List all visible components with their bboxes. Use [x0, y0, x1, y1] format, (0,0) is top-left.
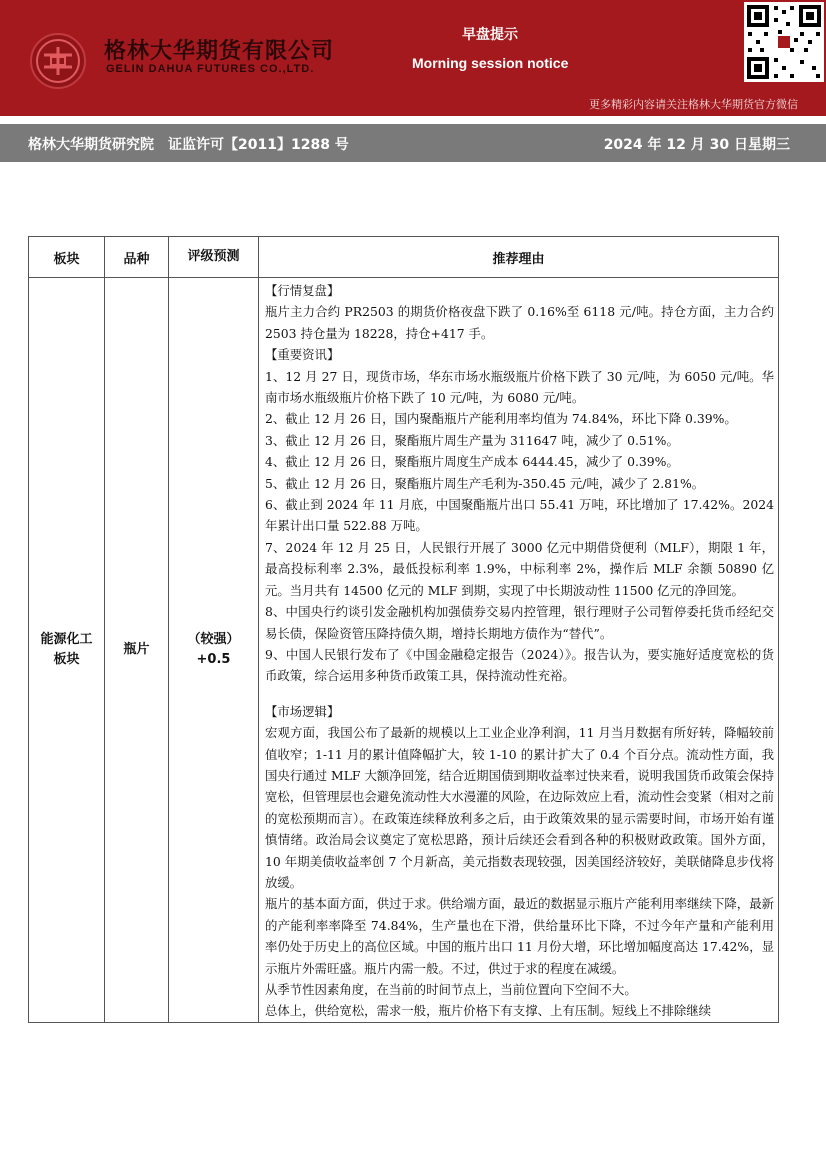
- section-heading: 【重要资讯】: [265, 347, 340, 363]
- reason-paragraph: 宏观方面，我国公布了最新的规模以上工业企业净利润，11 月当月数据有所好转，降幅较前值收窄；1-11 月的累计值降幅扩大，较 1-10 的累计扩大了 0.4 个百分点。流动性方面，我国央行通过 MLF 大额净回笼，结合近期国债到期收益率过快来看，说明我国货币政策会保持宽松，但管理层也会避免流动性大水漫灌的风险，在边际效应上看，流动性会变紧（相对之前的宽松预期而言）。在政策连续释放利多之后，由于政策效果的显示需要时间，市场开始有谨慎情绪。政治局会议奠定了宽松思路，预计后续还会看到各种的积极财政政策。国外方面，10 年期美债收益率创 7 个月新高，美元指数表现较强，因美国经济较好，美联储降息步伐将放缓。: [265, 725, 774, 890]
- reason-paragraph: 5、截止 12 月 26 日，聚酯瓶片周生产毛利为-350.45 元/吨，减少了 2.81%。: [265, 475, 705, 491]
- sector-name: 能源化工板块: [40, 631, 93, 667]
- rating-score: +0.5: [196, 651, 231, 667]
- reason-paragraph: 2、截止 12 月 26 日，国内聚酯瓶片产能利用率均值为 74.84%，环比下降 0.39%。: [265, 411, 737, 427]
- header-rating: 评级预测: [169, 237, 259, 278]
- report-date: 2024 年 12 月 30 日星期三: [603, 137, 790, 153]
- recommendation-table: [28, 236, 779, 1023]
- header-reason: 推荐理由: [259, 237, 779, 278]
- reason-paragraph: 6、截止到 2024 年 11 月底，中国聚酯瓶片出口 55.41 万吨，环比增加了 17.42%。2024 年累计出口量 522.88 万吨。: [265, 497, 774, 534]
- reason-paragraph: 3、截止 12 月 26 日，聚酯瓶片周生产量为 311647 吨，减少了 0.51%。: [265, 432, 679, 448]
- reason-paragraph: 7、2024 年 12 月 25 日，人民银行开展了 3000 亿元中期借贷便利（MLF），期限 1 年，最高投标利率 2.3%，最低投标利率 1.9%，中标利率 2%，操作后 MLF 余额 50890 亿元。当月共有 14500 亿元的 MLF 到期，实现了中长期波动性 11500 亿元的净回笼。: [265, 539, 774, 598]
- sector-cell: [29, 278, 105, 1023]
- rating-cell: [169, 278, 259, 1023]
- reason-paragraph: 总体上，供给宽松，需求一般，瓶片价格下有支撑、上有压制。短线上不排除继续: [265, 1003, 712, 1019]
- notice-title-cn: 早盘提示: [462, 27, 518, 43]
- follow-wechat-text: 更多精彩内容请关注格林大华期货官方微信: [589, 98, 798, 111]
- rating-label: （较强）: [187, 631, 240, 647]
- company-name-en: GELIN DAHUA FUTURES CO.,LTD.: [106, 63, 315, 75]
- header-variety: 品种: [105, 237, 169, 278]
- company-name-cn: 格林大华期货有限公司: [104, 39, 335, 64]
- reason-paragraph: 瓶片主力合约 PR2503 的期货价格夜盘下跌了 0.16%至 6118 元/吨。持仓方面，主力合约 2503 持仓量为 18228，持仓+417 手。: [265, 304, 774, 341]
- variety-cell: [105, 278, 169, 1023]
- reason-paragraph: 8、中国央行约谈引发金融机构加强债券交易内控管理，银行理财子公司暂停委托货币经纪交易长债，保险资管压降持债久期，增持长期地方债作为“替代”。: [265, 604, 774, 641]
- reason-cell: [259, 278, 779, 1023]
- reason-paragraph: 4、截止 12 月 26 日，聚酯瓶片周度生产成本 6444.45，减少了 0.39%。: [265, 454, 679, 470]
- reason-paragraph: 瓶片的基本面方面，供过于求。供给端方面，最近的数据显示瓶片产能利用率继续下降，最新的产能利率率降至 74.84%，生产量也在下滑，供给量环比下降，不过今年产量和产能利用率仍处于历史上的高位区域。中国的瓶片出口 11 月份大增，环比增加幅度高达 17.42%，显示瓶片外需旺盛。瓶片内需一般。不过，供过于求的程度在减缓。: [265, 896, 774, 976]
- header-sector: 板块: [29, 237, 105, 278]
- table-header-row: [29, 237, 779, 278]
- table-row: [29, 278, 779, 1023]
- institute-license: 格林大华期货研究院 证监许可【2011】1288 号: [28, 137, 349, 153]
- qr-code-icon: [744, 2, 824, 82]
- section-heading: 【市场逻辑】: [265, 703, 340, 719]
- notice-title-en: Morning session notice: [412, 55, 569, 71]
- section-heading: 【行情复盘】: [265, 283, 340, 298]
- variety-name: 瓶片: [123, 641, 150, 657]
- reason-paragraph: 9、中国人民银行发布了《中国金融稳定报告（2024）》。报告认为，要实施好适度宽松的货币政策，综合运用多种货币政策工具，保持流动性充裕。: [265, 646, 774, 684]
- blank-line: [265, 687, 774, 701]
- company-logo: [30, 33, 86, 89]
- reason-paragraph: 1、12 月 27 日，现货市场，华东市场水瓶级瓶片价格下跌了 30 元/吨，为 6050 元/吨。华南市场水瓶级瓶片价格下跌了 10 元/吨，为 6080 元/吨。: [265, 368, 774, 406]
- reason-paragraph: 从季节性因素角度，在当前的时间节点上，当前位置向下空间不大。: [265, 982, 637, 997]
